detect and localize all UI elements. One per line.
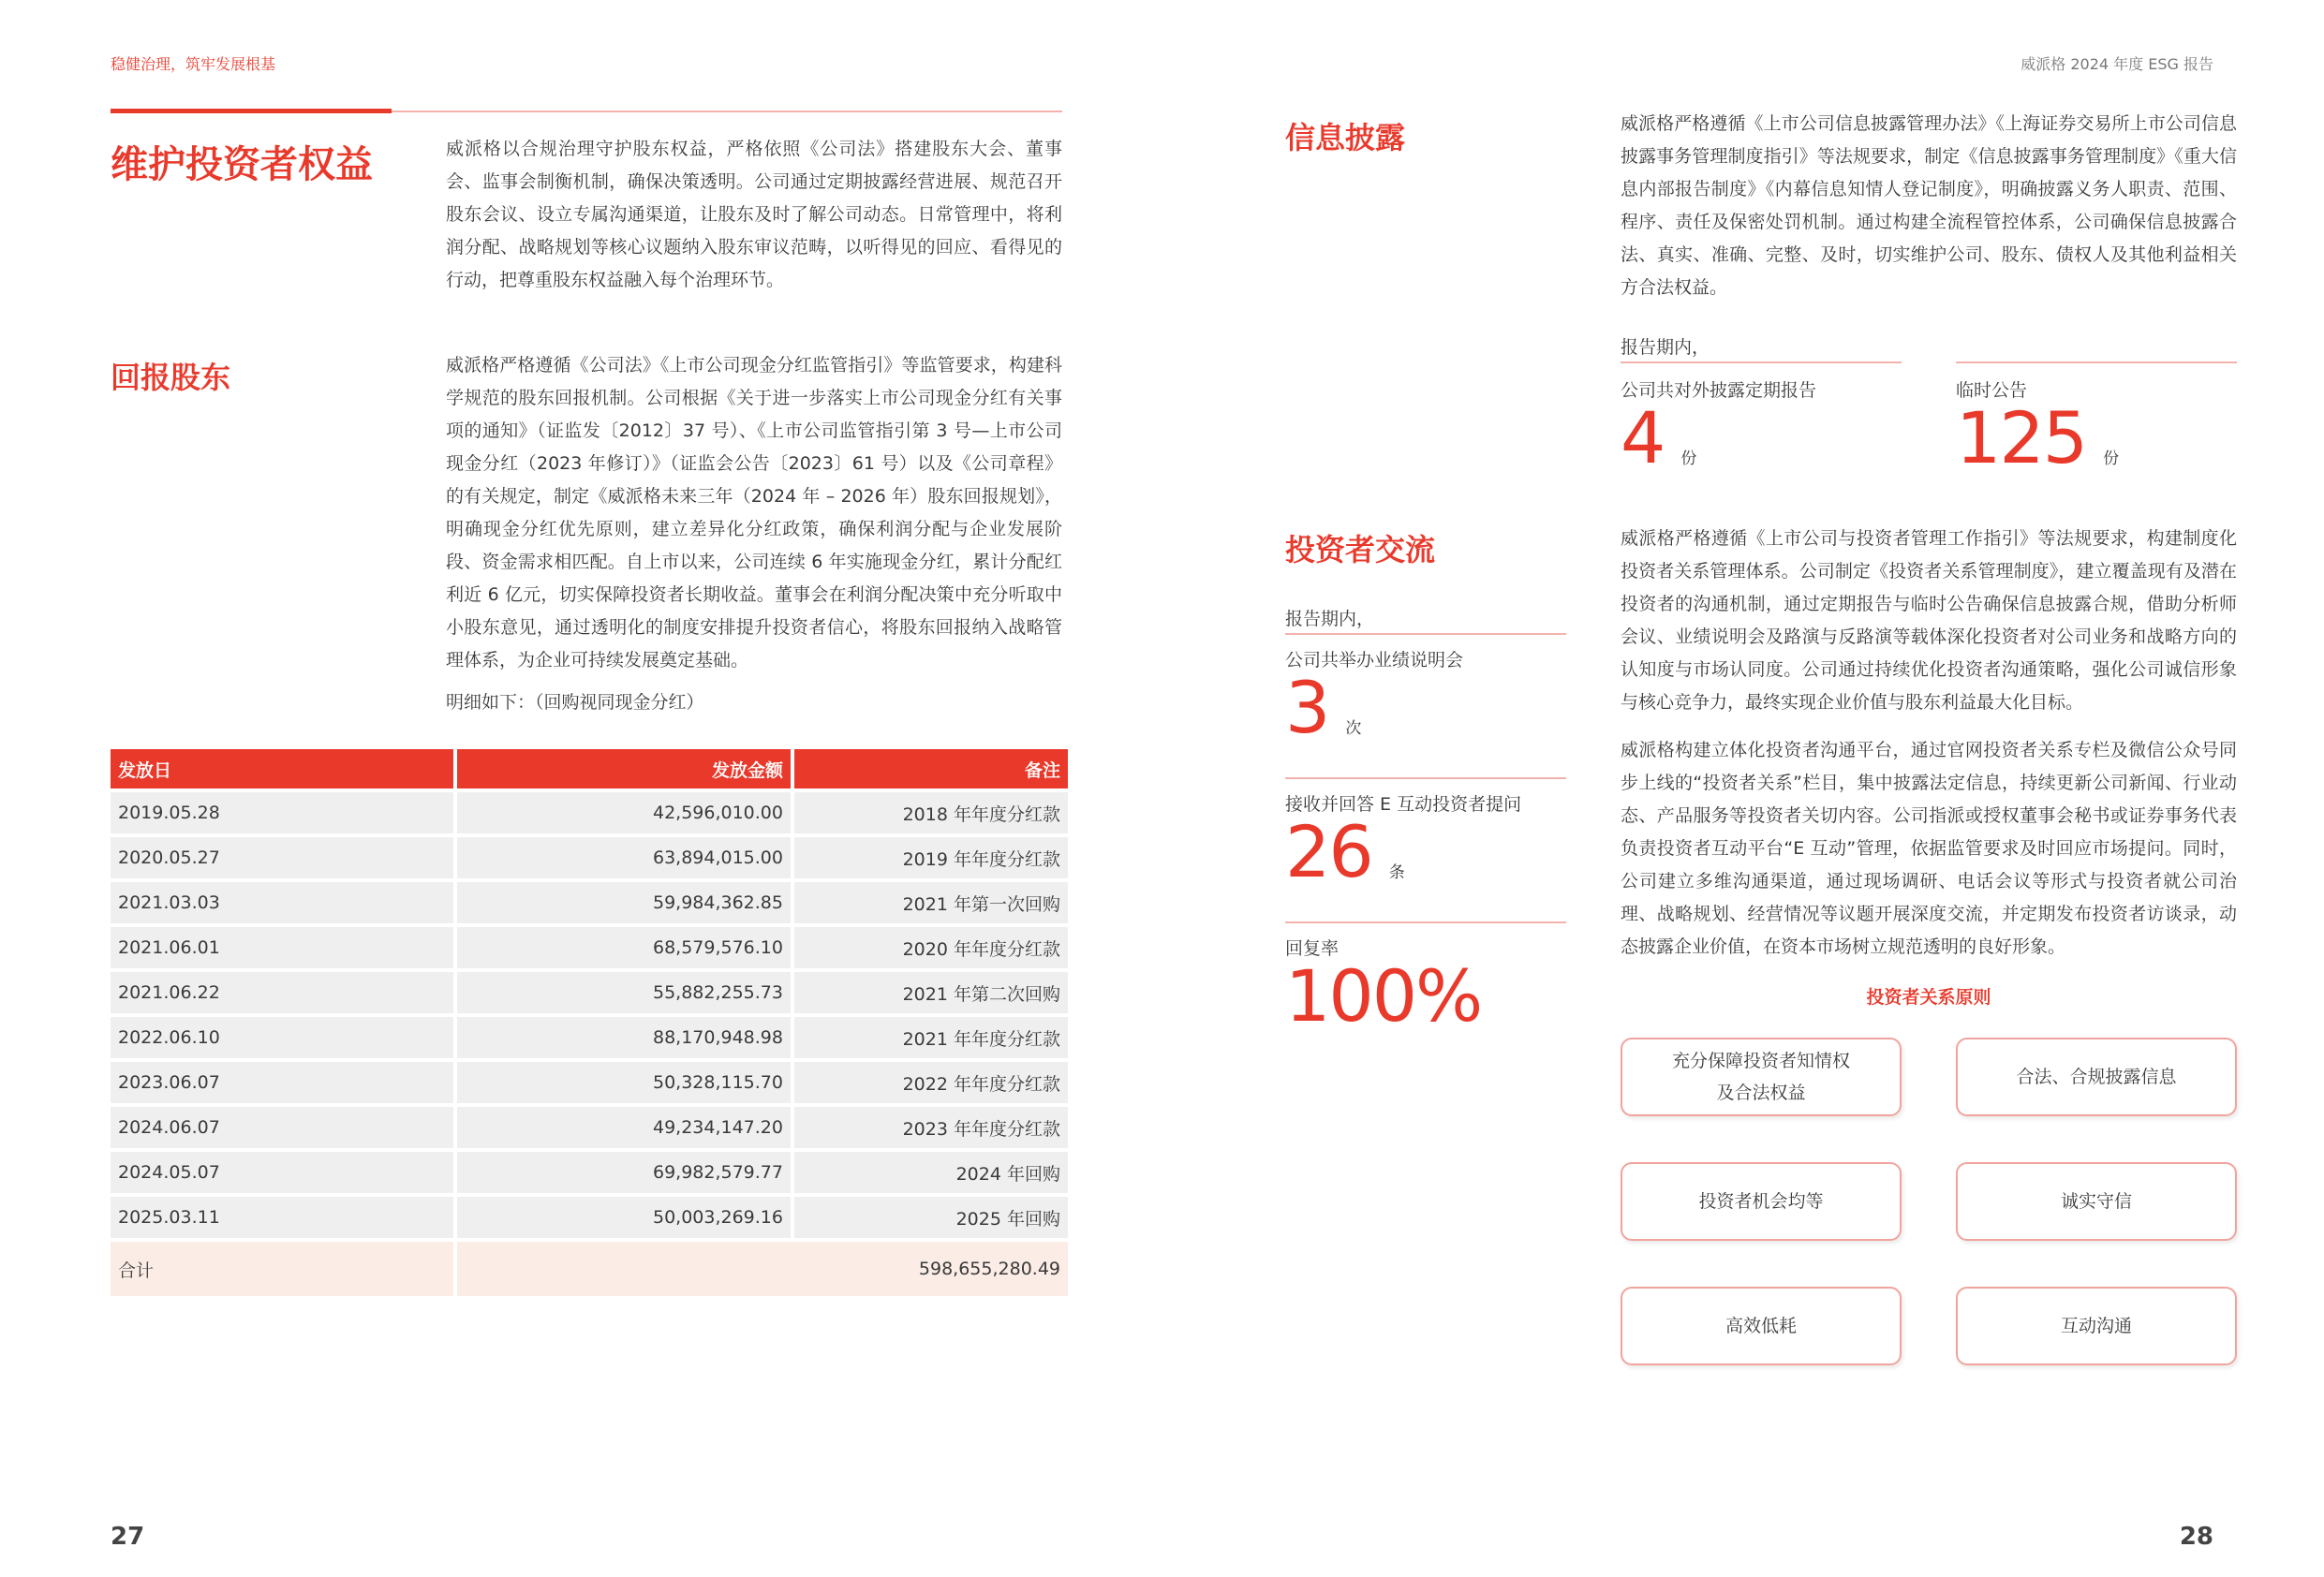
cell-date: 2021.06.01: [111, 927, 453, 968]
stat-interim-notices: [1956, 396, 2120, 479]
table-row: [111, 1062, 1068, 1103]
col-header-amount: 发放金额: [457, 749, 791, 788]
cell-amount: 50,003,269.16: [457, 1197, 791, 1238]
running-header-right: 威派格 2024 年度 ESG 报告: [2021, 55, 2213, 73]
total-value: 598,655,280.49: [457, 1242, 1068, 1296]
cell-amount: 69,982,579.77: [457, 1152, 791, 1193]
principle-box: 互动沟通: [1956, 1287, 2237, 1365]
stat-divider: [1621, 361, 1902, 363]
cell-amount: 63,894,015.00: [457, 837, 791, 878]
stat-divider: [1285, 777, 1566, 779]
section-title-shareholder-return: 回报股东: [111, 360, 231, 395]
stat-divider: [1285, 921, 1566, 923]
stat-value-earnings-calls: 3: [1285, 666, 1329, 749]
principle-box: 高效低耗: [1621, 1287, 1902, 1365]
table-header-row: [111, 749, 1068, 788]
cell-date: 2020.05.27: [111, 837, 453, 878]
stat-unit-e-interaction: 条: [1388, 863, 1405, 882]
table-row: [111, 972, 1068, 1013]
stat-periodic-reports: [1621, 396, 1697, 479]
cell-note: 2021 年第一次回购: [794, 882, 1068, 923]
stat-label-reply-rate: 回复率: [1285, 938, 1340, 959]
cell-date: 2021.03.03: [111, 882, 453, 923]
stat-earnings-calls: [1285, 666, 1362, 749]
cell-note: 2023 年年度分红款: [794, 1107, 1068, 1148]
table-row: [111, 927, 1068, 968]
dividend-table: [107, 745, 1072, 1300]
principle-box: 充分保障投资者知情权 及合法权益: [1621, 1038, 1902, 1116]
stat-label-interim-notices: 临时公告: [1956, 380, 2028, 401]
dividend-table-wrap: [107, 745, 1072, 1300]
cell-date: 2024.05.07: [111, 1152, 453, 1193]
header-divider-accent: [111, 109, 392, 113]
cell-note: 2024 年回购: [794, 1152, 1068, 1193]
investor-paragraph-2: 威派格构建立体化投资者沟通平台，通过官网投资者关系专栏及微信公众号同步上线的“投资者关系”栏目，集中披露法定信息，持续更新公司新闻、行业动态、产品服务等投资者关切内容。公司指派或授权董事会秘书或证券事务代表负责投资者互动平台“E 互动”管理，依据监管要求及时回应市场提问。同时，公司建立多维沟通渠道，通过现场调研、电话会议等形式与投资者就公司治理、战略规划、经营情况等议题开展深度交流，并定期发布投资者访谈录，动态披露企业价值，在资本市场树立规范透明的良好形象。: [1621, 740, 2237, 957]
stat-value-periodic-reports: 4: [1621, 396, 1665, 479]
cell-date: 2019.05.28: [111, 792, 453, 833]
principle-box: 合法、合规披露信息: [1956, 1038, 2237, 1116]
cell-date: 2025.03.11: [111, 1197, 453, 1238]
cell-amount: 42,596,010.00: [457, 792, 791, 833]
principles-title: 投资者关系原则: [1866, 987, 1991, 1008]
cell-note: 2021 年第二次回购: [794, 972, 1068, 1013]
cell-amount: 88,170,948.98: [457, 1017, 791, 1058]
stat-unit-periodic-reports: 份: [1680, 450, 1697, 468]
cell-date: 2022.06.10: [111, 1017, 453, 1058]
stat-divider: [1956, 361, 2237, 363]
investor-period-label: 报告期内，: [1285, 609, 1375, 629]
investor-paragraph-1: 威派格严格遵循《上市公司与投资者管理工作指引》等法规要求，构建制度化投资者关系管理体系。公司制定《投资者关系管理制度》，建立覆盖现有及潜在投资者的沟通机制，通过定期报告与临时公告确保信息披露合规，借助分析师会议、业绩说明会及路演与反路演等载体深化投资者对公司业务和战略方向的认知度与市场认同度。公司通过持续优化投资者沟通策略，强化公司诚信形象与核心竞争力，最终实现企业价值与股东利益最大化目标。: [1621, 528, 2237, 713]
page-number-left: 27: [111, 1523, 145, 1551]
table-row: [111, 1152, 1068, 1193]
cell-note: 2025 年回购: [794, 1197, 1068, 1238]
table-row: [111, 792, 1068, 833]
cell-amount: 68,579,576.10: [457, 927, 791, 968]
cell-note: 2020 年年度分红款: [794, 927, 1068, 968]
stat-divider: [1285, 633, 1566, 635]
stat-value-e-interaction: 26: [1285, 810, 1372, 893]
col-header-date: 发放日: [111, 749, 453, 788]
page-title: 维护投资者权益: [111, 143, 373, 186]
cell-amount: 55,882,255.73: [457, 972, 791, 1013]
cell-date: 2023.06.07: [111, 1062, 453, 1103]
cell-date: 2024.06.07: [111, 1107, 453, 1148]
stat-value-reply-rate: 100%: [1285, 954, 1482, 1038]
stat-label-e-interaction: 接收并回答 E 互动投资者提问: [1285, 794, 1522, 815]
disclosure-paragraph: 威派格严格遵循《上市公司信息披露管理办法》《上海证券交易所上市公司信息披露事务管理制度指引》等法规要求，制定《信息披露事务管理制度》《重大信息内部报告制度》《内幕信息知情人登记制度》，明确披露义务人职责、范围、程序、责任及保密处罚机制。通过构建全流程管控体系，公司确保信息披露合法、真实、准确、完整、及时，切实维护公司、股东、债权人及其他利益相关方合法权益。: [1621, 113, 2237, 298]
stat-value-interim-notices: 125: [1956, 396, 2087, 479]
section-title-disclosure: 信息披露: [1285, 120, 1406, 155]
stat-label-earnings-calls: 公司共举办业绩说明会: [1285, 650, 1464, 671]
col-header-note: 备注: [794, 749, 1068, 788]
running-header-left: 稳健治理，筑牢发展根基: [111, 55, 276, 73]
table-row: [111, 837, 1068, 878]
intro-paragraph: 威派格以合规治理守护股东权益，严格依照《公司法》搭建股东大会、董事会、监事会制衡机制，确保决策透明。公司通过定期披露经营进展、规范召开股东会议、设立专属沟通渠道，让股东及时了解公司动态。日常管理中，将利润分配、战略规划等核心议题纳入股东审议范畴，以听得见的回应、看得见的行动，把尊重股东权益融入每个治理环节。: [446, 139, 1062, 290]
total-label: 合计: [111, 1242, 453, 1296]
disclosure-period-label: 报告期内，: [1621, 337, 1710, 358]
table-row: [111, 1107, 1068, 1148]
stat-e-interaction: [1285, 810, 1405, 893]
cell-amount: 50,328,115.70: [457, 1062, 791, 1103]
shareholder-return-paragraph: 威派格严格遵循《公司法》《上市公司现金分红监管指引》等监管要求，构建科学规范的股东回报机制。公司根据《关于进一步落实上市公司现金分红有关事项的通知》（证监发〔2012〕37 号）、《上市公司监管指引第 3 号—上市公司现金分红（2023 年修订）》（证监会公告〔2023〕61 号）以及《公司章程》的有关规定，制定《威派格未来三年（2024 年 – 2026 年）股东回报规划》，明确现金分红优先原则，建立差异化分红政策，确保利润分配与企业发展阶段、资金需求相匹配。自上市以来，公司连续 6 年实施现金分红，累计分配红利近 6 亿元，切实保障投资者长期收益。董事会在利润分配决策中充分听取中小股东意见，通过透明化的制度安排提升投资者信心，将股东回报纳入战略管理体系，为企业可持续发展奠定基础。: [446, 355, 1062, 671]
stat-unit-interim-notices: 份: [2103, 450, 2120, 468]
cell-date: 2021.06.22: [111, 972, 453, 1013]
section-title-investor-communication: 投资者交流: [1285, 532, 1436, 567]
stat-label-periodic-reports: 公司共对外披露定期报告: [1621, 380, 1817, 401]
table-caption: 明细如下：（回购视同现金分红）: [446, 692, 704, 713]
cell-note: 2018 年年度分红款: [794, 792, 1068, 833]
table-total-row: [111, 1242, 1068, 1296]
cell-note: 2019 年年度分红款: [794, 837, 1068, 878]
table-row: [111, 1017, 1068, 1058]
table-row: [111, 882, 1068, 923]
table-row: [111, 1197, 1068, 1238]
stat-reply-rate: [1285, 954, 1482, 1038]
cell-note: 2021 年年度分红款: [794, 1017, 1068, 1058]
table-body: [111, 792, 1068, 1238]
principle-box: 投资者机会均等: [1621, 1162, 1902, 1241]
cell-amount: 59,984,362.85: [457, 882, 791, 923]
cell-note: 2022 年年度分红款: [794, 1062, 1068, 1103]
page-number-right: 28: [2179, 1523, 2213, 1551]
principle-box: 诚实守信: [1956, 1162, 2237, 1241]
cell-amount: 49,234,147.20: [457, 1107, 791, 1148]
stat-unit-earnings-calls: 次: [1345, 719, 1362, 738]
